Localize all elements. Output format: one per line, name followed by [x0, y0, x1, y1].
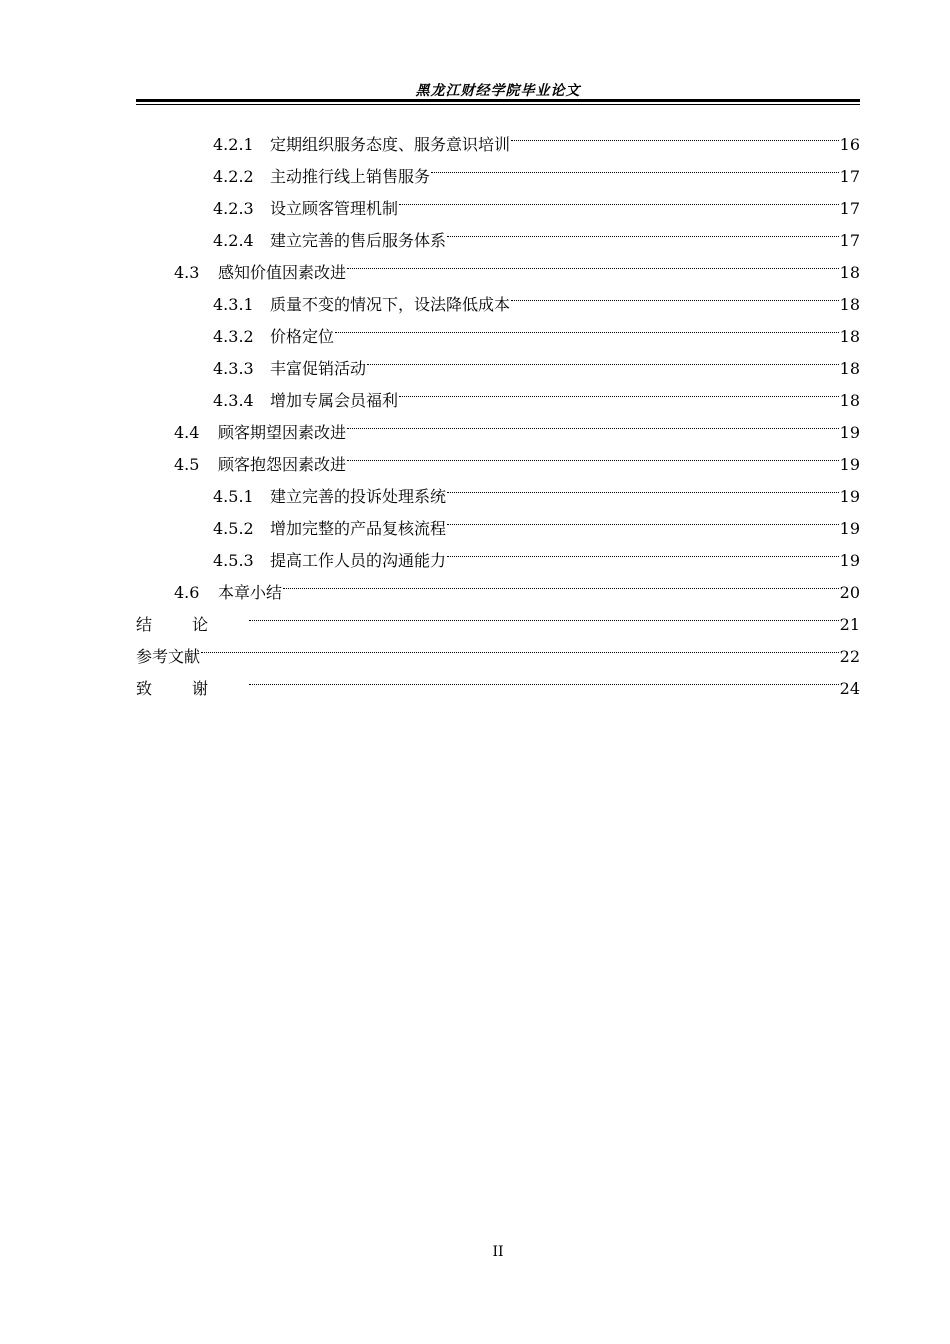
toc-entry-title: 顾客抱怨因素改进 [218, 455, 347, 474]
toc-entry-page: 21 [839, 615, 860, 634]
running-header: 黑龙江财经学院毕业论文 [415, 83, 581, 99]
toc-entry-number: 4.2.1 [213, 135, 254, 154]
toc-dot-leader [249, 662, 839, 694]
toc-entry-number: 4.3.3 [213, 359, 254, 378]
toc-dot-leader [367, 342, 839, 374]
table-of-contents [136, 118, 860, 698]
toc-entry-title: 致谢 [136, 679, 249, 698]
toc-entry-page: 19 [839, 487, 860, 506]
toc-entry-number: 4.5.3 [213, 551, 254, 570]
toc-entry-number: 4.5 [174, 455, 200, 474]
toc-entry-title: 感知价值因素改进 [218, 263, 347, 282]
toc-entry-page: 17 [839, 231, 860, 250]
toc-entry-page: 19 [839, 455, 860, 474]
toc-entry[interactable] [136, 630, 860, 666]
toc-dot-leader [447, 214, 839, 246]
toc-entry-page: 17 [839, 199, 860, 218]
toc-entry-title: 增加专属会员福利 [270, 391, 399, 410]
toc-entry-title: 主动推行线上销售服务 [270, 167, 431, 186]
toc-entry-title: 参考文献 [136, 647, 201, 666]
toc-dot-leader [201, 630, 839, 662]
toc-dot-leader [447, 534, 839, 566]
toc-entry-title: 质量不变的情况下，设法降低成本 [270, 295, 511, 314]
toc-entry-number: 4.3.2 [213, 327, 254, 346]
toc-entry-page: 24 [839, 679, 860, 698]
toc-entry-page: 18 [839, 327, 860, 346]
toc-entry-title: 本章小结 [218, 583, 283, 602]
toc-entry-page: 19 [839, 519, 860, 538]
toc-entry-page: 19 [839, 551, 860, 570]
toc-entry-title: 设立顾客管理机制 [270, 199, 399, 218]
toc-entry-number: 4.2.2 [213, 167, 254, 186]
toc-entry-number: 4.2.3 [213, 199, 254, 218]
toc-entry-page: 17 [839, 167, 860, 186]
toc-entry-number: 4.3.1 [213, 295, 254, 314]
toc-dot-leader [249, 598, 839, 630]
toc-entry-title: 结论 [136, 615, 249, 634]
toc-entry-page: 16 [839, 135, 860, 154]
toc-dot-leader [511, 278, 839, 310]
toc-entry-number: 4.4 [174, 423, 200, 442]
toc-entry-page: 20 [839, 583, 860, 602]
toc-entry-number: 4.5.2 [213, 519, 254, 538]
toc-entry-title: 顾客期望因素改进 [218, 423, 347, 442]
toc-entry-title: 提高工作人员的沟通能力 [270, 551, 447, 570]
toc-dot-leader [283, 566, 839, 598]
toc-dot-leader [511, 118, 839, 150]
toc-entry-page: 18 [839, 359, 860, 378]
toc-dot-leader [447, 502, 839, 534]
toc-entry-page: 19 [839, 423, 860, 442]
toc-dot-leader [431, 150, 839, 182]
toc-entry-number: 4.3 [174, 263, 200, 282]
toc-entry-title: 价格定位 [270, 327, 335, 346]
toc-entry-page: 18 [839, 263, 860, 282]
page-number: II [492, 1244, 504, 1260]
toc-dot-leader [399, 374, 839, 406]
toc-entry-number: 4.6 [174, 583, 200, 602]
toc-entry[interactable] [136, 662, 860, 698]
toc-entry-page: 18 [839, 295, 860, 314]
toc-entry-title: 建立完善的售后服务体系 [270, 231, 447, 250]
toc-dot-leader [399, 182, 839, 214]
toc-entry-page: 22 [839, 647, 860, 666]
toc-entry-title: 定期组织服务态度、服务意识培训 [270, 135, 511, 154]
toc-dot-leader [347, 406, 839, 438]
toc-entry-title: 丰富促销活动 [270, 359, 367, 378]
toc-entry-page: 18 [839, 391, 860, 410]
toc-entry-number: 4.5.1 [213, 487, 254, 506]
toc-entry-number: 4.3.4 [213, 391, 254, 410]
header-rule-thin [136, 104, 860, 105]
header-rule-thick [136, 99, 860, 102]
toc-entry-title: 建立完善的投诉处理系统 [270, 487, 447, 506]
toc-dot-leader [335, 310, 839, 342]
toc-dot-leader [347, 246, 839, 278]
toc-dot-leader [347, 438, 839, 470]
toc-dot-leader [447, 470, 839, 502]
toc-entry-title: 增加完整的产品复核流程 [270, 519, 447, 538]
toc-entry-number: 4.2.4 [213, 231, 254, 250]
toc-entry[interactable] [136, 118, 860, 154]
